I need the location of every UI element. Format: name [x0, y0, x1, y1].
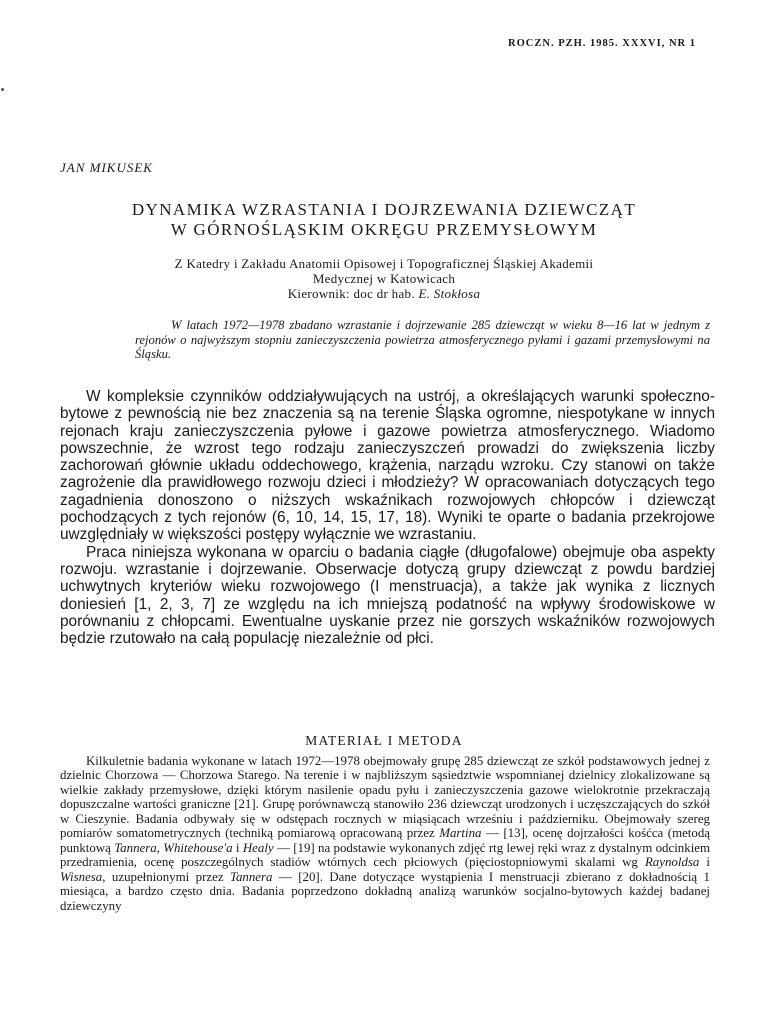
cited-author: Tannera: [229, 869, 273, 884]
abstract: W latach 1972—1978 zbadano wzrastanie i dojrzewanie 285 dziewcząt w wieku 8—16 lat w jednym z rejonów o najwyższym stopniu zanieczyszczenia powietrza atmosferycznego pyłami i gazami przemysłowymi na Śląsku.: [135, 318, 710, 361]
cited-author: Tannera, Whitehouse'a: [114, 840, 233, 855]
cited-author: Wisnesa: [60, 869, 103, 884]
title-line-2: W GÓRNOŚLĄSKIM OKRĘGU PRZEMYSŁOWYM: [170, 220, 598, 239]
affiliation: [60, 256, 708, 301]
department-head: [60, 286, 708, 301]
scan-speck: [1, 88, 4, 91]
department-head-name: E. Stokłosa: [418, 286, 481, 301]
introduction: [60, 388, 715, 647]
section-heading: MATERIAŁ I METODA: [305, 733, 463, 748]
intro-paragraph-1: W kompleksie czynników oddziaływujących na ustrój, a określających warunki społeczno-bytowe z pewnością nie bez znaczenia są na terenie Śląska ogromne, niespotykane w innych rejonach kraju zanieczyszczenia pyłowe i gazowe powietrza atmosferycznego. Wiadomo powszechnie, że wzrost tego rodzaju zanieczyszczeń prowadzi do zwiększenia liczby zachorowań głównie układu oddechowego, krążenia, narządu wzroku. Czy stanowi on także zagrożenie dla prawidłowego rozwoju dzieci i młodzieży? W opracowaniach dotyczących tego zagadnienia donoszono o niższych wskaźnikach rozwojowych chłopców i dziewcząt pochodzących z tych rejonów (6, 10, 14, 15, 17, 18). Wyniki te oparte o badania przekrojowe uwzględniały w większości postępy wyłącznie we wzrastaniu.: [60, 388, 715, 544]
method-paragraph: Kilkuletnie badania wykonane w latach 1972—1978 obejmowały grupę 285 dziewcząt ze szkół podstawowych jednej z dzielnic Chorzowa — Chorzowa Starego. Na terenie i w najbliższym sąsiedztwie wspomnianej dzielnicy zlokalizowane są wielkie zakłady przemysłowe, dzięki którym nasilenie opadu pyłu i zanieczyszczenia gazowe wielokrotnie przekraczają dopuszczalne wartości graniczne [21]. Grupę porównawczą stanowiło 236 dziewcząt urodzonych i uczęszczających do szkół w Cieszynie. Badania odbywały się w odstępach rocznych w miąsiącach wrześniu i październiku. Obejmowały szereg pomiarów somatometrycznych (techniką pomiarową opracowaną przez Martina — [13], ocenę dojrzałości kośćca (metodą punktową Tannera, Whitehouse'a i Healy — [19] na podstawie wykonanych zdjęć rtg lewej ręki wraz z dystalnym odcinkiem przedramienia, ocenę poszczególnych stadiów wtórnych cech płciowych (pięciostopniowymi skalami wg Raynoldsa i Wisnesa, uzupełnionymi przez Tannera — [20]. Dane dotyczące wystąpienia I menstruacji zbierano z dokładnością 1 miesiąca, a bardzo często dnia. Badania poprzedzono dokładną analizą warunków socjalno-bytowych każdej badanej dziewczyny: [60, 754, 711, 913]
cited-author: Raynoldsa: [644, 855, 700, 870]
author-name: JAN MIKUSEK: [60, 160, 153, 175]
method-section: [60, 754, 710, 913]
affiliation-line-1: Z Katedry i Zakładu Anatomii Opisowej i Topograficznej Śląskiej Akademii: [174, 256, 594, 271]
journal-reference: ROCZN. PZH. 1985. XXXVI, NR 1: [508, 38, 696, 49]
cited-author: Healy: [242, 840, 274, 855]
affiliation-line-2: Medycznej w Katowicach: [312, 271, 456, 286]
intro-paragraph-2: Praca niniejsza wykonana w oparciu o badania ciągłe (długofalowe) obejmuje oba aspekty rozwoju. wzrastanie i dojrzewanie. Obserwacje dotyczą grupy dziewcząt z powdu bardziej uchwytnych kryteriów wieku rozwojowego (I menstruacja), a także jak wynika z licznych doniesień [1, 2, 3, 7] ze względu na ich mniejszą podatność na wpływy środowiskowe w porównaniu z chłopcami. Ewentualne uyskanie przez nie gorszych wskaźników rozwojowych będzie rzutowało na całą populację niezależnie od płci.: [60, 543, 715, 648]
title-line-1: DYNAMIKA WZRASTANIA I DOJRZEWANIA DZIEWCZĄT: [131, 200, 637, 219]
department-head-label: Kierownik: doc dr hab.: [287, 286, 415, 301]
article-title: [60, 200, 708, 240]
cited-author: Martina: [439, 826, 482, 841]
